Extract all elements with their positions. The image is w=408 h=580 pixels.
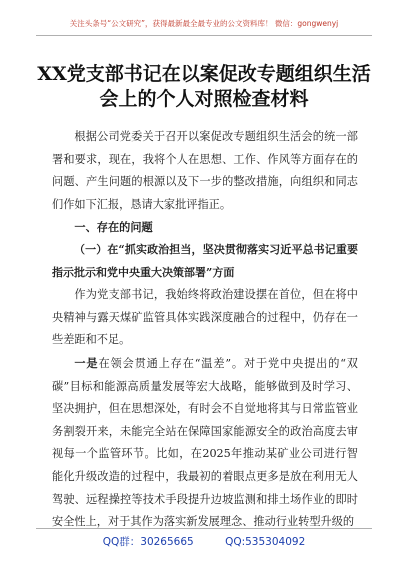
header-note: 关注头条号“公文研究”，获得最新最全最专业的公文资料库！ 微信：gongwenyj <box>69 19 339 28</box>
footer-qq: QQ:535304092 <box>225 536 306 548</box>
paragraph-3-text: 在领会贯通上存在“温差”。对于党中央提出的“双碳”目标和能源高质量发展等宏大战略，能够做到及时学习、坚决拥护，但在思想深处，有时会不自觉地将其与日常监管业务割裂开来，未能完全站在保障国家能源安全的政治高度去审视每一个监管环节。比如，在2025年推动某矿业公司进行智能化升级改造的过程中，我最初的着眼点更多是放在利用无人驾驶、远程操控等技术手段提升边坡监测和排土场作业的即时安全性上，对于其作为落实新发展理念、推动行业转型升级的 <box>52 356 358 529</box>
footer-divider <box>36 528 372 529</box>
subsection-heading-political: （一）在“抓实政治担当，坚决贯彻落实习近平总书记重要指示批示和党中央重大决策部署”方面 <box>52 242 358 279</box>
title-line-2: 会上的个人对照检查材料 <box>99 88 309 110</box>
intro-paragraph: 根据公司党委关于召开以案促改专题组织生活会的统一部署和要求，现在，我将个人在思想、工作、作风等方面存在的问题、产生问题的根源以及下一步的整改措施，向组织和同志们作如下汇报，恳请大家批评指正。 <box>52 130 358 211</box>
section-heading-problems: 一、存在的问题 <box>74 220 153 235</box>
paragraph-lead: 一是 <box>74 355 99 370</box>
title-line-1: XX党支部书记在以案促改专题组织生活 <box>37 63 371 85</box>
document-title <box>30 62 378 112</box>
footer-qq-group: QQ群：30265665 <box>102 536 194 548</box>
body-paragraph-3 <box>52 352 358 534</box>
header-divider <box>36 35 372 36</box>
footer <box>0 534 408 549</box>
document-body <box>52 126 358 534</box>
body-paragraph-2: 作为党支部书记，我始终将政治建设摆在首位，但在将中央精神与露天煤矿监管具体实践深度融合的过程中，仍存在一些差距和不足。 <box>52 288 358 347</box>
